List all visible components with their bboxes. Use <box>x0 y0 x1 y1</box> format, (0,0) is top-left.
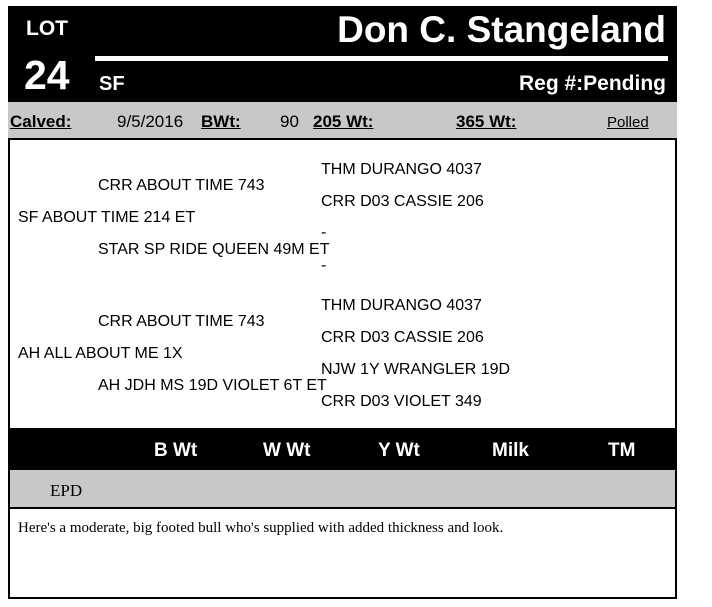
pedigree-sire-dam-dam: - <box>321 257 327 274</box>
pedigree-dam-sire-dam: CRR D03 CASSIE 206 <box>321 329 484 346</box>
pedigree-dam-dam-dam: CRR D03 VIOLET 349 <box>321 393 482 410</box>
owner-name: Don C. Stangeland <box>337 9 666 50</box>
pedigree-sire-sire-sire: THM DURANGO 4037 <box>321 161 482 178</box>
epd-col-ywt: Y Wt <box>378 440 420 461</box>
pedigree-dam-dam-sire: NJW 1Y WRANGLER 19D <box>321 361 511 378</box>
lot-label: LOT <box>26 17 68 40</box>
epd-col-wwt: W Wt <box>263 440 311 461</box>
wt365-label: 365 Wt: <box>456 112 517 131</box>
calved-value: 9/5/2016 <box>117 112 184 131</box>
epd-row <box>8 470 677 509</box>
pedigree-sire-sire: CRR ABOUT TIME 743 <box>98 177 265 194</box>
breed-code: SF <box>99 73 125 95</box>
wt205-label: 205 Wt: <box>313 112 374 131</box>
pedigree-dam: AH ALL ABOUT ME 1X <box>18 345 183 362</box>
bwt-value: 90 <box>280 112 299 131</box>
registration-number: Reg #:Pending <box>518 72 666 95</box>
epd-header <box>8 428 677 470</box>
pedigree-dam-sire-sire: THM DURANGO 4037 <box>321 297 482 314</box>
epd-col-tm: TM <box>608 440 636 461</box>
pedigree-sire-sire-dam: CRR D03 CASSIE 206 <box>321 193 484 210</box>
calved-label: Calved: <box>10 112 72 131</box>
pedigree-dam-sire: CRR ABOUT TIME 743 <box>98 313 265 330</box>
epd-col-bwt: B Wt <box>154 440 198 461</box>
pedigree-sire-dam-sire: - <box>321 224 327 241</box>
lot-number: 24 <box>24 52 70 98</box>
comment-text: Here's a moderate, big footed bull who's supplied with added thickness and look. <box>18 520 504 536</box>
epd-col-milk: Milk <box>492 440 529 461</box>
pedigree-sire: SF ABOUT TIME 214 ET <box>18 209 196 226</box>
epd-row-label: EPD <box>50 481 83 500</box>
bwt-label: BWt: <box>201 112 241 131</box>
pedigree-dam-dam: AH JDH MS 19D VIOLET 6T ET <box>98 377 327 394</box>
header-divider <box>95 56 668 61</box>
pedigree-sire-dam: STAR SP RIDE QUEEN 49M ET <box>98 241 330 258</box>
polled-status: Polled <box>607 114 649 131</box>
